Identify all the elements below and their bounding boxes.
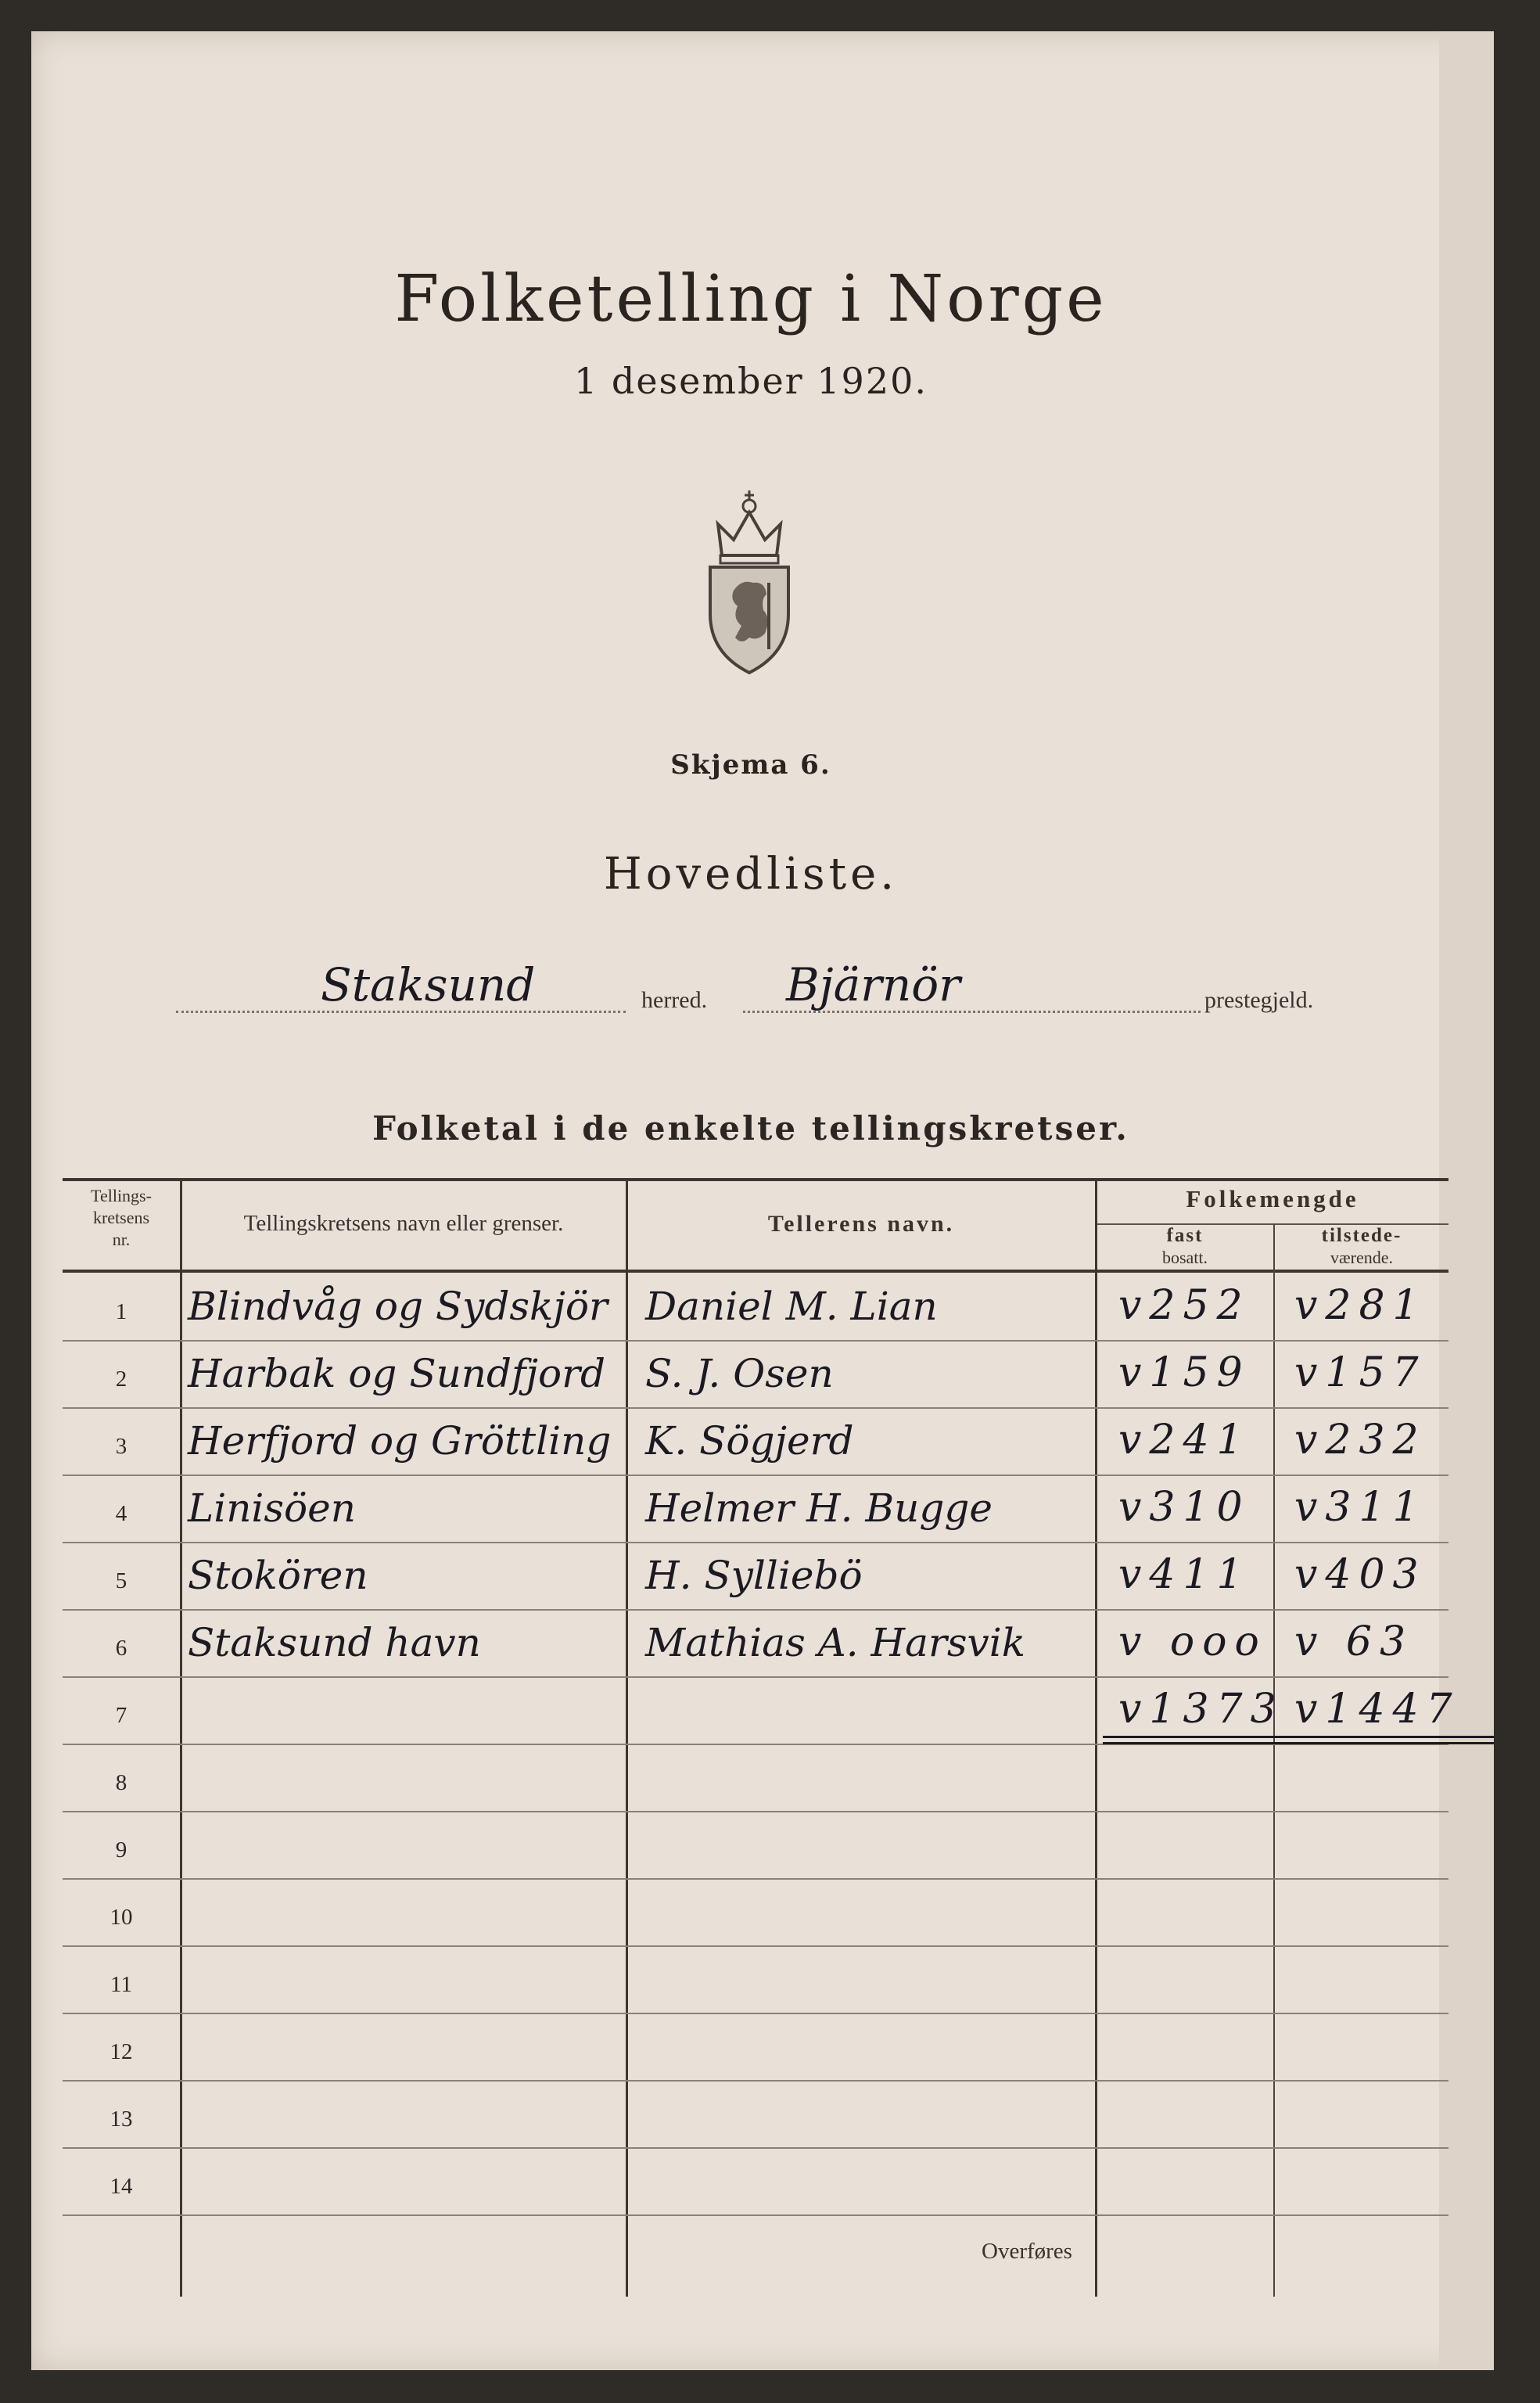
row-district-name: Harbak og Sundfjord [188,1351,606,1396]
row-teller-name: S. J. Osen [645,1351,834,1396]
col-divider-4 [1273,1223,1275,2297]
coat-of-arms-icon [695,481,804,677]
footer-overfores: Overføres [982,2239,1072,2264]
row-district-name: Blindvåg og Sydskjör [188,1284,608,1329]
header-folkemengde: Folkemengde [1186,1185,1359,1212]
row-fast-bosatt: v411 [1118,1551,1251,1598]
row-district-name: Staksund havn [188,1620,481,1665]
row-rule [63,1811,1448,1812]
row-rule [63,1474,1448,1476]
row-district-name: Stokören [188,1553,368,1598]
row-teller-name: Mathias A. Harsvik [645,1620,1026,1665]
table-top-border [63,1178,1448,1181]
row-fast-bosatt: v ooo [1118,1618,1267,1665]
row-number: 6 [115,1636,127,1661]
row-rule [63,1542,1448,1543]
row-fast-bosatt: v1373 [1118,1686,1284,1733]
row-tilstedevaerende: v157 [1294,1349,1427,1396]
row-tilstedevaerende: v281 [1294,1282,1427,1329]
row-tilstedevaerende: v403 [1294,1551,1427,1598]
row-district-name: Linisöen [188,1485,356,1531]
row-fast-bosatt: v310 [1118,1484,1251,1531]
row-number: 10 [109,1905,133,1930]
row-teller-name: K. Sögjerd [645,1418,854,1464]
herred-label: herred. [641,987,708,1013]
header-teller: Tellerens navn. [767,1211,955,1237]
herred-value: Staksund [321,958,536,1011]
row-number: 9 [115,1837,127,1862]
row-district-name: Herfjord og Gröttling [188,1418,612,1464]
row-rule [63,1407,1448,1409]
heading-hovedliste: Hovedliste. [603,849,899,900]
table-header-bottom [63,1270,1448,1273]
header-tilstede: tilstede- værende. [1321,1225,1402,1267]
col-divider-3 [1095,1178,1097,2297]
row-number: 7 [115,1703,127,1728]
row-teller-name: Daniel M. Lian [645,1284,938,1329]
table-subtitle: Folketal i de enkelte tellingskretser. [372,1109,1129,1148]
row-fast-bosatt: v159 [1118,1349,1251,1396]
total-underline [1103,1736,1494,1738]
row-number: 1 [115,1299,127,1324]
header-fast: fast bosatt. [1161,1225,1208,1267]
row-number: 8 [115,1770,127,1795]
row-rule [63,1945,1448,1947]
row-rule [63,2013,1448,2014]
row-number: 5 [115,1568,127,1593]
row-number: 12 [109,2039,133,2064]
document-title: Folketelling i Norge [394,262,1107,336]
row-tilstedevaerende: v 63 [1294,1618,1414,1665]
schema-label: Skjema 6. [670,749,831,781]
prestegjeld-label: prestegjeld. [1204,987,1314,1013]
census-date: 1 desember 1920. [574,360,928,402]
row-number: 3 [115,1434,127,1459]
row-rule [63,1340,1448,1342]
header-name: Tellingskretsens navn eller grenser. [243,1211,564,1236]
header-nr: Tellings- kretsens nr. [91,1186,152,1249]
row-fast-bosatt: v241 [1118,1417,1251,1464]
col-divider-2 [626,1178,628,2297]
row-number: 11 [110,1972,132,1997]
row-number: 14 [109,2174,133,2199]
row-tilstedevaerende: v232 [1294,1417,1427,1464]
row-number: 4 [115,1501,127,1526]
row-tilstedevaerende: v1447 [1294,1686,1460,1733]
total-underline [1103,1742,1494,1744]
row-rule [63,2147,1448,2149]
row-rule [63,1676,1448,1678]
row-rule [63,2080,1448,2082]
row-rule [63,1609,1448,1611]
row-rule [63,2214,1448,2216]
row-teller-name: Helmer H. Bugge [645,1485,993,1531]
prestegjeld-value: Bjärnör [786,958,960,1011]
row-number: 2 [115,1367,127,1392]
row-rule [63,1878,1448,1880]
row-number: 13 [109,2107,133,2132]
row-tilstedevaerende: v311 [1294,1484,1427,1531]
col-divider-1 [180,1178,182,2297]
row-teller-name: H. Sylliebö [645,1553,863,1598]
row-fast-bosatt: v252 [1118,1282,1251,1329]
